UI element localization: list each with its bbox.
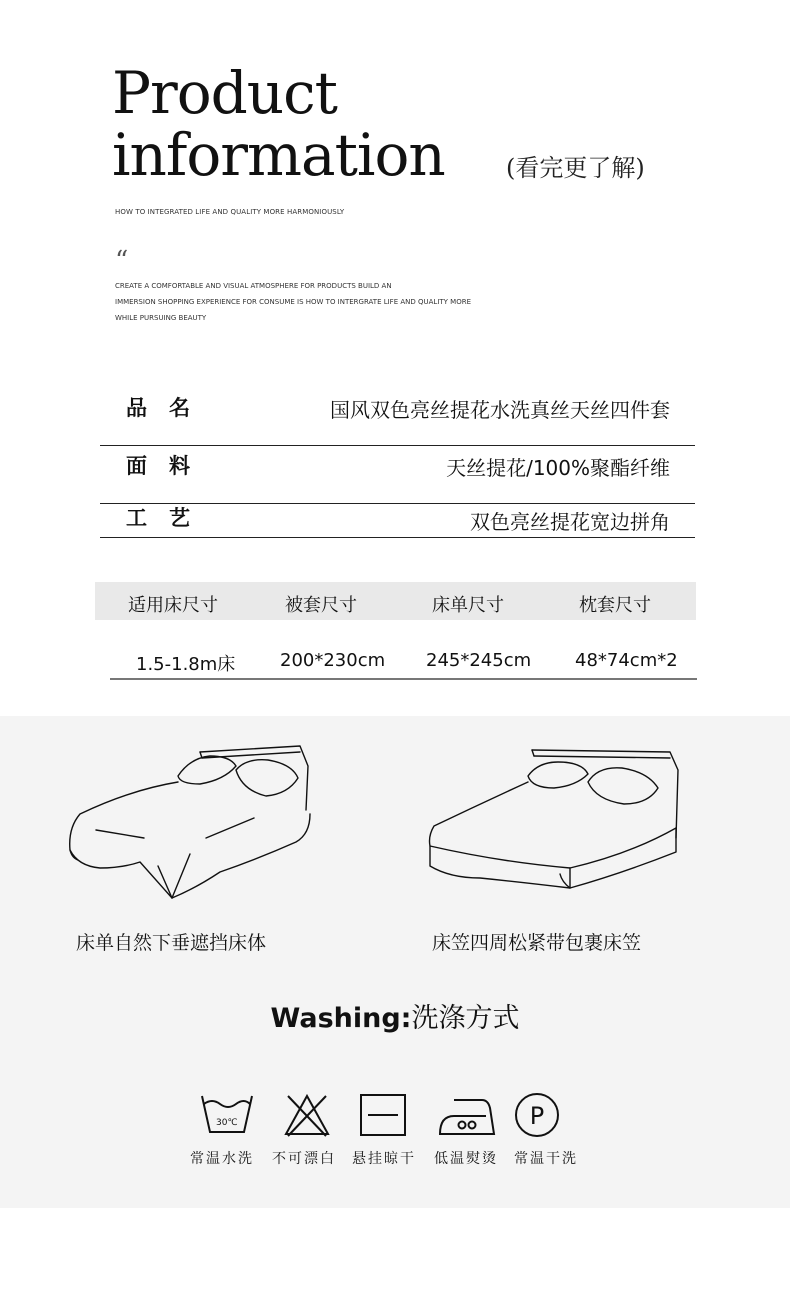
wash-30-text: 30℃ [216, 1118, 238, 1128]
washing-title-cn: 洗涤方式 [411, 1003, 520, 1034]
washing-title-en: Washing: [270, 1003, 412, 1034]
size-value-pillow: 48*74cm*2 [575, 650, 678, 671]
fitted-sheet-caption: 床笠四周松紧带包裹床笠 [432, 932, 642, 954]
size-header-pillow: 枕套尺寸 [579, 595, 651, 616]
wash-30-icon [198, 1092, 256, 1138]
size-table-divider [110, 678, 697, 680]
info-row-craft [100, 502, 695, 538]
intro-paragraph [115, 278, 535, 326]
info-value-craft: 双色亮丝提花宽边拼角 [470, 510, 670, 534]
intro-line-3: WHILE PURSUING BEAUTY [115, 314, 207, 322]
title-information: information [112, 121, 445, 189]
dry-clean-letter: P [529, 1102, 545, 1130]
flat-sheet-bed-icon [60, 738, 320, 908]
flat-sheet-caption: 床单自然下垂遮挡床体 [76, 932, 267, 954]
care-label-wash: 常温水洗 [190, 1151, 254, 1167]
title-suffix: (看完更了解) [506, 154, 645, 182]
info-row-name [100, 388, 695, 446]
washing-title [0, 996, 790, 1035]
title-product: Product [112, 59, 337, 127]
fitted-sheet-bed-icon [420, 742, 690, 892]
no-bleach-icon [282, 1092, 332, 1138]
care-label-no-bleach: 不可漂白 [272, 1151, 336, 1167]
info-label-craft: 工艺 [126, 506, 212, 530]
low-iron-icon [436, 1094, 498, 1138]
dry-clean-icon [512, 1090, 562, 1140]
info-row-fabric [100, 446, 695, 504]
intro-line-1: CREATE A COMFORTABLE AND VISUAL ATMOSPHERE FOR PRODUCTS BUILD AN [115, 282, 392, 290]
size-header-bed: 适用床尺寸 [128, 595, 218, 616]
info-value-fabric: 天丝提花/100%聚酯纤维 [446, 456, 670, 480]
size-header-duvet: 被套尺寸 [285, 595, 357, 616]
quote-mark: “ [115, 246, 129, 276]
info-value-name: 国风双色亮丝提花水洗真丝天丝四件套 [330, 398, 670, 422]
size-value-sheet: 245*245cm [426, 650, 532, 671]
tagline: HOW TO INTEGRATED LIFE AND QUALITY MORE HARMONIOUSLY [115, 208, 345, 216]
care-label-dry-clean: 常温干洗 [514, 1151, 578, 1167]
size-value-duvet: 200*230cm [280, 650, 386, 671]
size-header-sheet: 床单尺寸 [432, 595, 504, 616]
care-label-iron: 低温熨烫 [434, 1151, 498, 1167]
care-label-hang-dry: 悬挂晾干 [352, 1151, 416, 1167]
intro-line-2: IMMERSION SHOPPING EXPERIENCE FOR CONSUME IS HOW TO INTERGRATE LIFE AND QUALITY MORE [115, 298, 471, 306]
hang-dry-icon [358, 1092, 408, 1138]
info-label-fabric: 面料 [126, 454, 212, 478]
size-value-bed: 1.5-1.8m床 [136, 654, 236, 675]
info-label-name: 品名 [126, 396, 212, 420]
